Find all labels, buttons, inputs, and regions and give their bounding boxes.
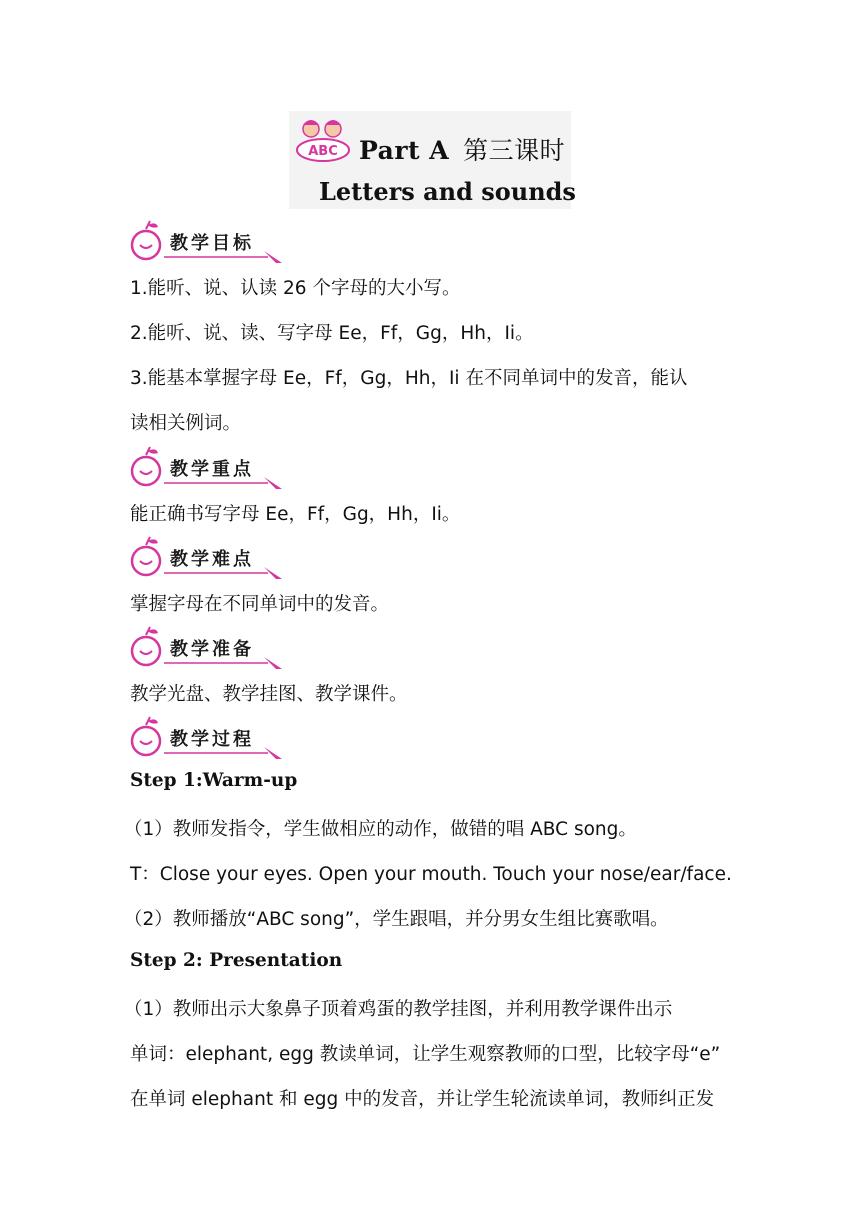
heading-text: 教学过程	[170, 729, 254, 750]
heading-process	[128, 715, 288, 759]
apple-icon	[128, 535, 164, 577]
heading-goals	[128, 219, 288, 263]
goal-item: 1.能听、说、认读 26 个字母的大小写。	[130, 278, 461, 299]
heading-key-points	[128, 445, 288, 489]
step2-title: Step 2: Presentation	[130, 950, 343, 971]
part-label: Part A	[359, 136, 450, 165]
title-part	[359, 131, 565, 167]
heading-text: 教学难点	[170, 549, 254, 570]
lesson-label: 第三课时	[463, 136, 566, 165]
apple-icon	[128, 625, 164, 667]
logo-text: ABC	[308, 144, 338, 159]
step2-line: 单词：elephant, egg 教读单词，让学生观察教师的口型，比较字母“e”	[130, 1044, 721, 1065]
heading-text: 教学重点	[170, 459, 254, 480]
apple-icon	[128, 445, 164, 487]
step2-line: 在单词 elephant 和 egg 中的发音，并让学生轮流读单词，教师纠正发	[130, 1089, 715, 1110]
heading-text: 教学准备	[170, 639, 254, 660]
pen-underline-icon	[164, 475, 284, 491]
title-banner	[289, 111, 576, 209]
heading-preparation	[128, 625, 288, 669]
apple-icon	[128, 219, 164, 261]
goal-item: 3.能基本掌握字母 Ee，Ff，Gg，Hh，Ii 在不同单词中的发音，能认	[130, 368, 688, 389]
heading-text: 教学目标	[170, 233, 254, 254]
pen-underline-icon	[164, 249, 284, 265]
step1-title: Step 1:Warm-up	[130, 770, 298, 791]
heading-difficulties	[128, 535, 288, 579]
title-subtitle: Letters and sounds	[319, 177, 576, 206]
apple-icon	[128, 715, 164, 757]
step1-line: T：Close your eyes. Open your mouth. Touch your nose/ear/face.	[130, 864, 732, 885]
preparation-text: 教学光盘、教学挂图、教学课件。	[130, 684, 408, 705]
pen-underline-icon	[164, 745, 284, 761]
step1-line: （1）教师发指令，学生做相应的动作，做错的唱 ABC song。	[124, 819, 637, 840]
goal-item: 2.能听、说、读、写字母 Ee，Ff，Gg，Hh，Ii。	[130, 323, 534, 344]
pen-underline-icon	[164, 655, 284, 671]
abc-kids-logo-icon	[293, 117, 355, 163]
pen-underline-icon	[164, 565, 284, 581]
difficulties-text: 掌握字母在不同单词中的发音。	[130, 594, 390, 615]
step1-line: （2）教师播放“ABC song”，学生跟唱，并分男女生组比赛歌唱。	[124, 909, 669, 930]
key-points-text: 能正确书写字母 Ee，Ff，Gg，Hh，Ii。	[130, 504, 461, 525]
goal-item: 读相关例词。	[130, 413, 242, 434]
step2-line: （1）教师出示大象鼻子顶着鸡蛋的教学挂图，并利用教学课件出示	[124, 999, 673, 1020]
